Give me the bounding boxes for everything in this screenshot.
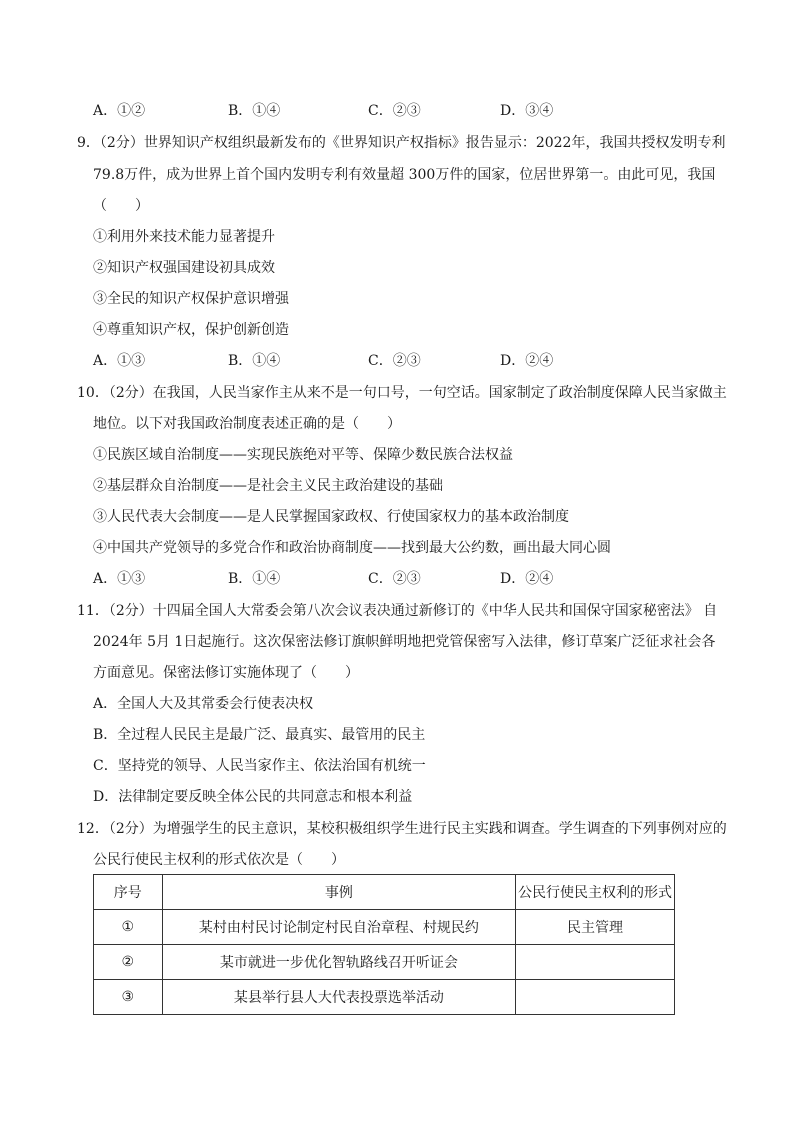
q9-item-2: ②知识产权强国建设初具成效: [93, 260, 275, 276]
q12-table: [93, 874, 675, 1015]
q8-options: [93, 102, 693, 120]
q10-stem-line-2: 地位。以下对我国政治制度表述正确的是（ ）: [93, 416, 401, 432]
table-cell-index: ①: [94, 910, 163, 945]
q9-item-3: ③全民的知识产权保护意识增强: [93, 291, 289, 307]
q9-item-1: ①利用外来技术能力显著提升: [93, 229, 275, 245]
table-header-index: 序号: [94, 875, 163, 910]
q10-item-3: ③人民代表大会制度——是人民掌握国家政权、行使国家权力的基本政治制度: [93, 509, 569, 525]
q10-options: [93, 570, 693, 588]
table-cell-form: 民主管理: [516, 910, 675, 945]
q10-stem-line-1: 10．（2分）在我国，人民当家作主从来不是一句口号，一句空话。国家制定了政治制度保障人民当家做主: [77, 385, 727, 401]
table-cell-example: 某县举行县人大代表投票选举活动: [162, 980, 516, 1015]
q9-stem-line-2: 79.8万件，成为世界上首个国内发明专利有效量超 300万件的国家，位居世界第一。由此可见，我国: [93, 167, 716, 183]
q11-option-a: A．全国人大及其常委会行使表决权: [93, 696, 314, 712]
q12-stem-line-2: 公民行使民主权利的形式依次是（ ）: [93, 852, 345, 868]
q11-option-d: D．法律制定要反映全体公民的共同意志和根本利益: [93, 789, 413, 805]
table-cell-form: [516, 980, 675, 1015]
q9-option-b: B．①④: [228, 353, 281, 369]
table-row: [94, 980, 675, 1015]
table-header-example: 事例: [162, 875, 516, 910]
table-header-form: 公民行使民主权利的形式: [516, 875, 675, 910]
table-cell-example: 某市就进一步优化智轨路线召开听证会: [162, 945, 516, 980]
table-cell-index: ③: [94, 980, 163, 1015]
table-row: [94, 910, 675, 945]
q10-option-d: D．②④: [500, 571, 554, 587]
q10-option-b: B．①④: [228, 571, 281, 587]
q8-option-d: D．③④: [500, 103, 554, 119]
table-row: [94, 945, 675, 980]
q8-option-c: C．②③: [368, 103, 421, 119]
q11-stem-line-2: 2024年 5月 1日起施行。这次保密法修订旗帜鲜明地把党管保密写入法律，修订草案广泛征求社会各: [93, 634, 716, 650]
q9-options: [93, 352, 693, 370]
q10-option-c: C．②③: [368, 571, 421, 587]
q8-option-a: A．①②: [93, 103, 146, 119]
table-cell-index: ②: [94, 945, 163, 980]
q9-option-c: C．②③: [368, 353, 421, 369]
q9-option-d: D．②④: [500, 353, 554, 369]
q10-option-a: A．①③: [93, 571, 146, 587]
q9-item-4: ④尊重知识产权，保护创新创造: [93, 322, 289, 338]
q10-item-1: ①民族区域自治制度——实现民族绝对平等、保障少数民族合法权益: [93, 447, 513, 463]
table-cell-example: 某村由村民讨论制定村民自治章程、村规民约: [162, 910, 516, 945]
q9-stem-line-3: （ ）: [93, 198, 149, 214]
q11-stem-line-3: 方面意见。保密法修订实施体现了（ ）: [93, 665, 359, 681]
q8-option-b: B．①④: [228, 103, 281, 119]
q9-stem-line-1: 9．（2分）世界知识产权组织最新发布的《世界知识产权指标》报告显示：2022年，我国共授权发明专利: [77, 135, 726, 151]
q10-item-2: ②基层群众自治制度——是社会主义民主政治建设的基础: [93, 478, 443, 494]
q9-option-a: A．①③: [93, 353, 146, 369]
q11-option-b: B．全过程人民民主是最广泛、最真实、最管用的民主: [93, 727, 426, 743]
q10-item-4: ④中国共产党领导的多党合作和政治协商制度——找到最大公约数，画出最大同心圆: [93, 540, 611, 556]
table-header-row: [94, 875, 675, 910]
table-cell-form: [516, 945, 675, 980]
q11-stem-line-1: 11．（2分）十四届全国人大常委会第八次会议表决通过新修订的《中华人民共和国保守国家秘密法》 自: [77, 603, 718, 619]
q12-stem-line-1: 12．（2分）为增强学生的民主意识，某校积极组织学生进行民主实践和调查。学生调查的下列事例对应的: [77, 821, 727, 837]
q11-option-c: C．坚持党的领导、人民当家作主、依法治国有机统一: [93, 758, 426, 774]
